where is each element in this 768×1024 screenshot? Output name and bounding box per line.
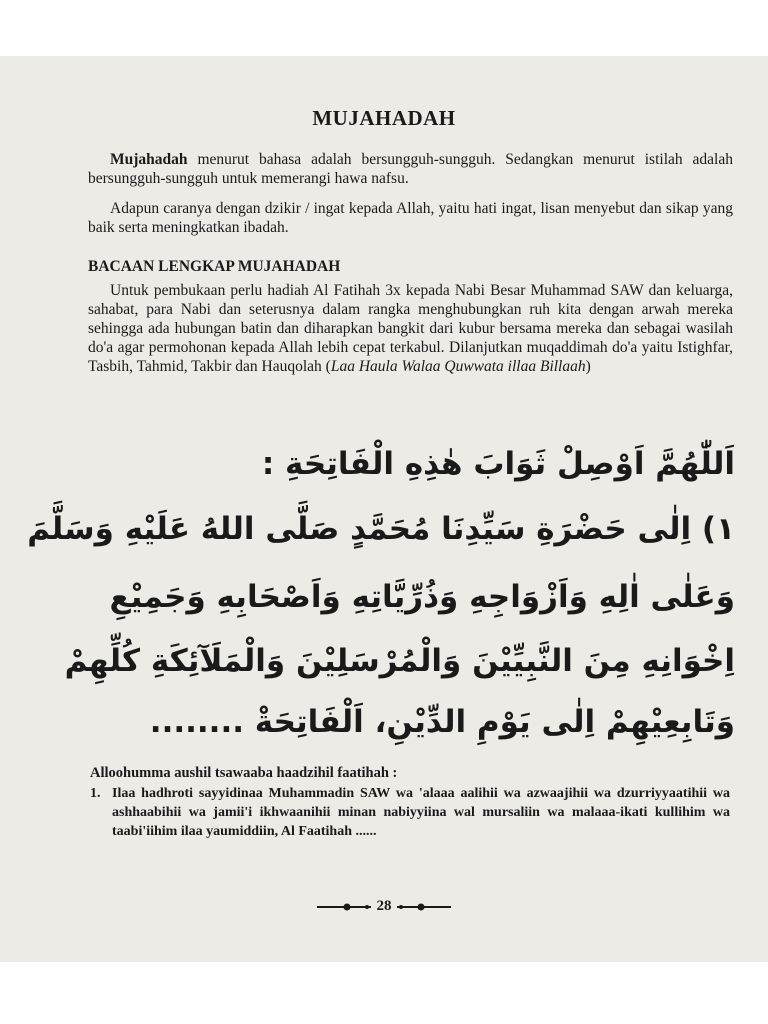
page-title: MUJAHADAH <box>312 106 456 130</box>
book-page <box>0 56 768 962</box>
section-text: Untuk pembukaan perlu hadiah Al Fatihah 3x kepada Nabi Besar Muhammad SAW dan keluarga, sahabat, para Nabi dan seterusnya dalam rangka menghubungkan ruh kita dengan arwah mereka sehingga ada hubungan batin dan diharapkan bangkit dari kubur bersama mereka dan sebagai wasilah do'a agar permohonan kepada Allah lebih cepat terkabul. Dilanjutkan muqaddimah do'a yaitu Istighfar, Tasbih, Tahmid, Takbir dan Hauqolah ( <box>88 282 733 375</box>
arabic-line-4: اِخْوَانِهِ مِنَ النَّبِيِّيْنَ وَالْمُرْسَلِيْنَ وَالْمَلَآئِكَةِ كُلِّهِمْ <box>64 643 735 679</box>
section-paragraph <box>88 281 733 376</box>
transliteration-heading: Alloohumma aushil tsawaaba haadzihil faatihah : <box>90 765 398 781</box>
intro-paragraph-2: Adapun caranya dengan dzikir / ingat kepada Allah, yaitu hati ingat, lisan menyebut dan sikap yang baik serta meningkatkan ibadah. <box>88 200 733 236</box>
term-bold: Mujahadah <box>110 151 188 168</box>
hauqolah-italic: Laa Haula Walaa Quwwata illaa Billaah <box>330 358 586 375</box>
ornament-right-icon <box>395 902 453 912</box>
page-number: 28 <box>376 898 392 914</box>
page-footer <box>0 898 768 915</box>
arabic-line-2: ١) اِلٰى حَضْرَةِ سَيِّدِنَا مُحَمَّدٍ صَلَّى اللهُ عَلَيْهِ وَسَلَّمَ <box>27 511 735 547</box>
intro-text-1: menurut bahasa adalah bersungguh-sungguh. Sedangkan menurut istilah adalah bersungguh-sungguh untuk memerangi hawa nafsu. <box>88 151 733 187</box>
transliteration-text: Ilaa hadhroti sayyidinaa Muhammadin SAW wa 'alaaa aalihii wa azwaajihii wa dzurriyyaatihii wa ashhaabihii wa jamii'i ikhwaanihii minan nabiyyiina wal mursaliin wa malaaa-ikati kullihim wa taabi'iihim ilaa yaumiddiin, Al Faatihah ...... <box>112 786 730 839</box>
ornament-left-icon <box>315 902 373 912</box>
transliteration-item <box>90 784 730 841</box>
section-text-end: ) <box>585 358 591 375</box>
arabic-line-5: وَتَابِعِيْهِمْ اِلٰى يَوْمِ الدِّيْنِ، اَلْفَاتِحَةْ ........ <box>149 704 735 740</box>
arabic-line-3: وَعَلٰى اٰلِهِ وَاَزْوَاجِهِ وَذُرِّيَّاتِهِ وَاَصْحَابِهِ وَجَمِيْعِ <box>109 579 735 615</box>
intro-paragraph-1 <box>88 150 733 188</box>
section-heading: BACAAN LENGKAP MUJAHADAH <box>88 258 341 275</box>
arabic-line-1: اَللّٰهُمَّ اَوْصِلْ ثَوَابَ هٰذِهِ الْفَاتِحَةِ : <box>261 446 735 482</box>
item-number: 1. <box>90 786 101 801</box>
